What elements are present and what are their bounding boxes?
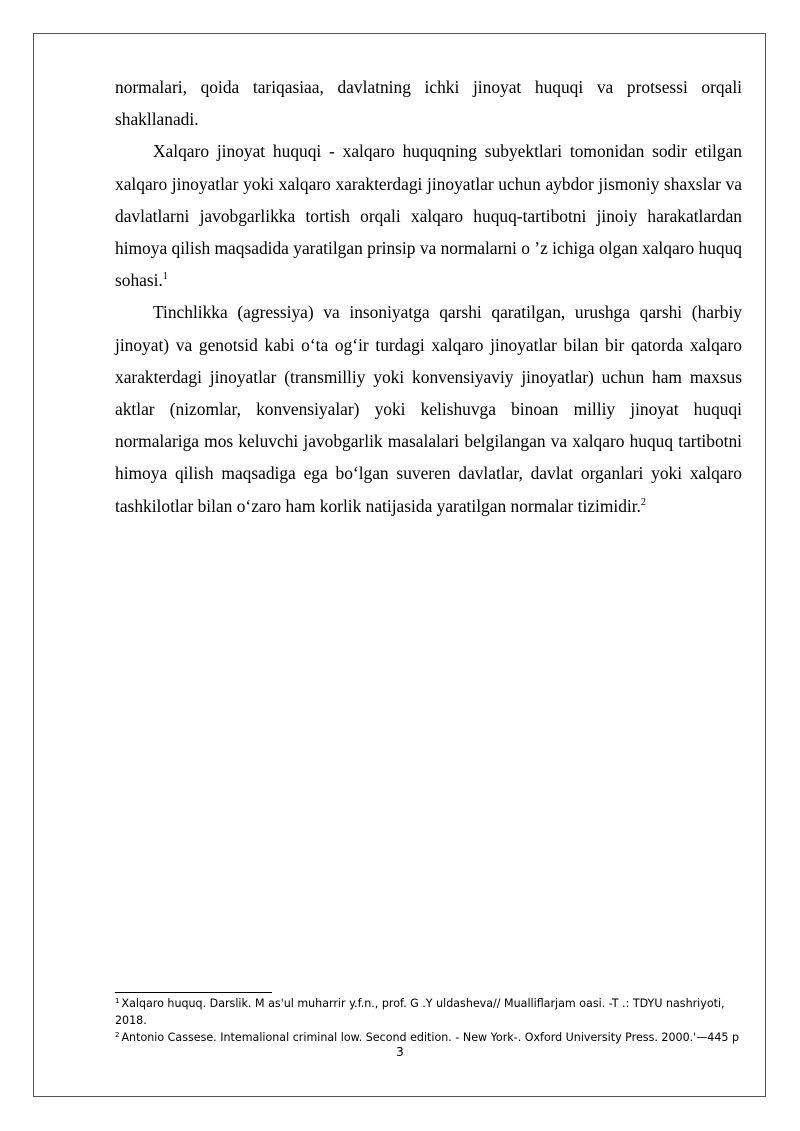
- footnote-separator: [115, 992, 272, 993]
- page-number: 3: [396, 1045, 404, 1059]
- paragraph-1-text: normalari, qoida tariqasiaa, davlatning ichki jinoyat huquqi va protsessi orqali shakllanadi.: [115, 77, 742, 130]
- paragraph-2-text: Xalqaro jinoyat huquqi - xalqaro huquqning subyektlari tomonidan sodir etilgan xalqaro jinoyatlar yoki xalqaro xarakterdagi jinoyatlar uchun aybdor jismoniy shaxslar va davlatlarni javobgarlikka tortish orqali xalqaro huquq-tartibotni jinoiy harakatlardan himoya qilish maqsadida yaratilgan prinsip va normalarni o ’z ichiga olgan xalqaro huquq sohasi.: [115, 141, 742, 291]
- paragraph-2: [115, 135, 742, 296]
- paragraph-3-text: Tinchlikka (agressiya) va insoniyatga qarshi qaratilgan, urushga qarshi (harbiy jinoyat) va genotsid kabi o‘ta og‘ir turdagi xalqaro jinoyatlar bilan bir qatorda xalqaro xarakterdagi jinoyatlar (transmilliy yoki konvensiyaviy jinoyatlar) uchun ham maxsus aktlar (nizomlar, konvensiyalar) yoki kelishuvga binoan milliy jinoyat huquqi normalariga mos keluvchi javobgarlik masalalari belgilangan va xalqaro huquq tartibotni himoya qilish maqsadiga ega bo‘lgan suveren davlatlar, davlat organlari yoki xalqaro tashkilotlar bilan o‘zaro ham korlik natijasida yaratilgan normalar tizimidir.: [115, 302, 742, 516]
- footnotes: [115, 995, 742, 1046]
- footnote-2: [115, 1029, 742, 1046]
- footnote-ref-2[interactable]: 2: [640, 496, 646, 508]
- footnote-2-number: 2: [115, 1031, 120, 1039]
- paragraph-1: [115, 71, 742, 135]
- footnote-ref-1[interactable]: 1: [162, 271, 168, 283]
- body-text: [115, 71, 742, 522]
- footnote-1-text: Xalqaro huquq. Darslik. M as'ul muharrir y.f.n., prof. G .Y uldasheva// Mualliflarjam oasi. -T .: TDYU nashriyoti, 2018.: [115, 997, 725, 1027]
- footnote-1-number: 1: [115, 997, 120, 1005]
- footnote-1: [115, 995, 742, 1029]
- footnote-2-text: Antonio Cassese. Intemalional criminal low. Second edition. - New York-. Oxford University Press. 2000.'—445 p: [121, 1031, 740, 1044]
- paragraph-3: [115, 296, 742, 521]
